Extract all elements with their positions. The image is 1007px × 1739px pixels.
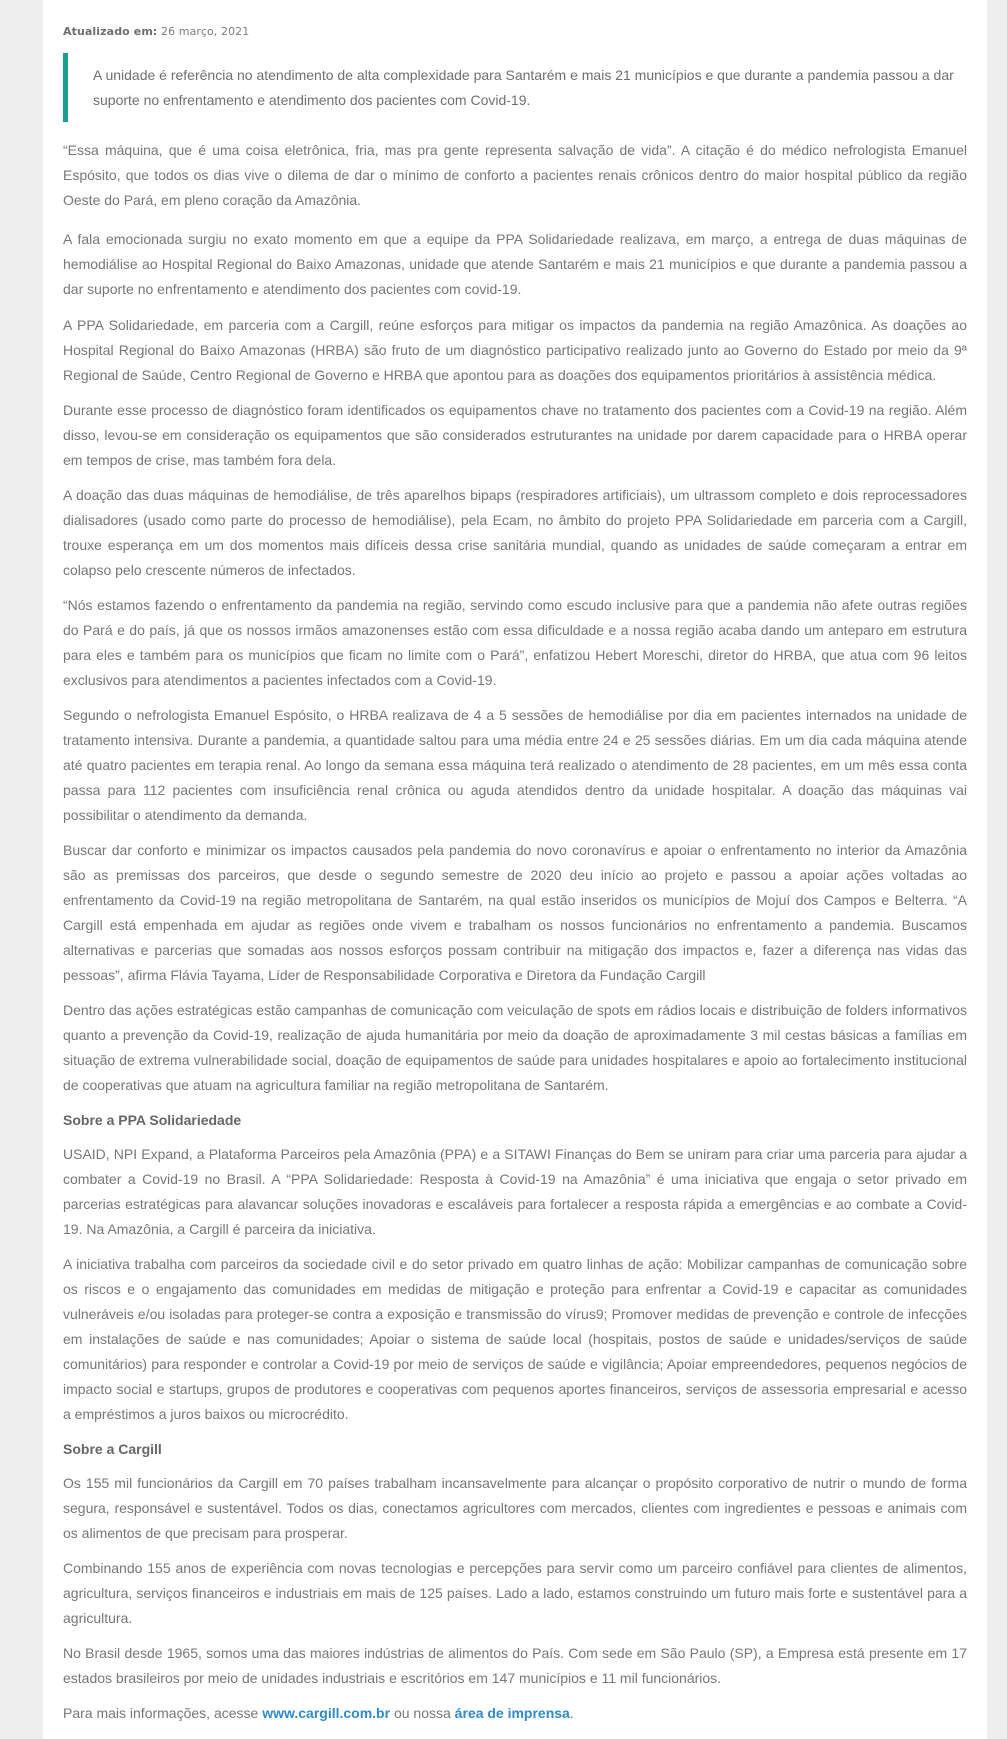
paragraph: A PPA Solidariedade, em parceria com a Cargill, reúne esforços para mitigar os impactos da pandemia na região Amazônica. As doações ao Hospital Regional do Baixo Amazonas (HRBA) são fruto de um diagnóstico participativo realizado junto ao Governo do Estado por meio da 9ª Regional de Saúde, Centro Regional de Governo e HRBA que apontou para as doações dos equipamentos prioritários à assistência médica. <box>63 317 967 383</box>
paragraph: No Brasil desde 1965, somos uma das maiores indústrias de alimentos do País. Com sede em São Paulo (SP), a Empresa está presente em 17 estados brasileiros por meio de unidades industriais e escritórios em 147 municípios e 11 mil funcionários. <box>63 1645 967 1686</box>
paragraph: Durante esse processo de diagnóstico foram identificados os equipamentos chave no tratamento dos pacientes com a Covid-19 na região. Além disso, levou-se em consideração os equipamentos que são considerados estruturantes na unidade por darem capacidade para o HRBA operar em tempos de crise, mas também fora dela. <box>63 402 967 468</box>
footer-prefix: Para mais informações, acesse <box>63 1705 259 1721</box>
paragraph: Combinando 155 anos de experiência com novas tecnologias e percepções para servir como um parceiro confiável para clientes de alimentos, agricultura, serviços financeiros e industriais em mais de 125 países. Lado a lado, estamos construindo um futuro mais forte e sustentável para a agricultura. <box>63 1560 967 1626</box>
footer-middle: ou nossa <box>393 1705 451 1721</box>
section-heading-ppa: Sobre a PPA Solidariedade <box>63 1112 242 1128</box>
paragraph: A doação das duas máquinas de hemodiálise, de três aparelhos bipaps (respiradores artificiais), um ultrassom completo e dois reprocessadores dialisadores (usado como parte do processo de hemodiálise), pela Ecam, no âmbito do projeto PPA Solidariedade em parceria com a Cargill, trouxe esperança em um dos momentos mais difíceis dessa crise sanitária mundial, quando as unidades de saúde começaram a entrar em colapso pelo crescente números de infectados. <box>63 487 967 578</box>
updated-value: 26 março, 2021 <box>160 25 250 38</box>
section-heading-cargill: Sobre a Cargill <box>63 1441 162 1457</box>
paragraph: A fala emocionada surgiu no exato momento em que a equipe da PPA Solidariedade realizava, em março, a entrega de duas máquinas de hemodiálise ao Hospital Regional do Baixo Amazonas, unidade que atende Santarém e mais 21 municípios e que durante a pandemia passou a dar suporte no enfrentamento e atendimento dos pacientes com covid-19. <box>63 231 967 297</box>
paragraph: Dentro das ações estratégicas estão campanhas de comunicação com veiculação de spots em rádios locais e distribuição de folders informativos quanto a prevenção da Covid-19, realização de ajuda humanitária por meio da doação de aproximadamente 3 mil cestas básicas a famílias em situação de extrema vulnerabilidade social, doação de equipamentos de saúde para unidades hospitalares e apoio ao fortalecimento institucional de cooperativas que atuam na agricultura familiar na região metropolitana de Santarém. <box>63 1002 967 1093</box>
cargill-site-link[interactable]: www.cargill.com.br <box>262 1705 391 1721</box>
paragraph: Os 155 mil funcionários da Cargill em 70 países trabalham incansavelmente para alcançar o propósito corporativo de nutrir o mundo de forma segura, responsável e sustentável. Todos os dias, conectamos agricultores com mercados, clientes com ingredientes e pessoas e animais com os alimentos de que precisam para prosperar. <box>63 1475 967 1541</box>
paragraph: Segundo o nefrologista Emanuel Espósito, o HRBA realizava de 4 a 5 sessões de hemodiálise por dia em pacientes internados na unidade de tratamento intensiva. Durante a pandemia, a quantidade saltou para uma média entre 24 e 25 sessões diárias. Em um dia cada máquina atende até quatro pacientes em terapia renal. Ao longo da semana essa máquina terá realizado o atendimento de 28 pacientes, em um mês essa conta passa para 112 pacientes com insuficiência renal crônica ou aguda atendidos dentro da unidade hospitalar. A doação das máquinas vai possibilitar o atendimento da demanda. <box>63 707 967 823</box>
paragraph: Buscar dar conforto e minimizar os impactos causados pela pandemia do novo coronavírus e apoiar o enfrentamento no interior da Amazônia são as premissas dos parceiros, que desde o segundo semestre de 2020 deu início ao projeto e passou a apoiar ações voltadas ao enfrentamento da Covid-19 na região metropolitana de Santarém, na qual estão inseridos os municípios de Mojuí dos Campos e Belterra. “A Cargill está empenhada em ajudar as regiões onde vivem e trabalham os nossos funcionários no enfrentamento a pandemia. Buscamos alternativas e parcerias que somadas aos nossos esforços possam contribuir na mitigação dos impactos e, fazer a diferença nas vidas das pessoas”, afirma Flávia Tayama, Líder de Responsabilidade Corporativa e Diretora da Fundação Cargill <box>63 842 967 983</box>
updated-date <box>63 25 249 38</box>
press-area-link[interactable]: área de imprensa <box>454 1705 570 1721</box>
updated-label: Atualizado em: <box>63 25 158 38</box>
paragraph: “Nós estamos fazendo o enfrentamento da pandemia na região, servindo como escudo inclusive para que a pandemia não afete outras regiões do Pará e do país, já que os nossos irmãos amazonenses estão com essa dificuldade e a nossa região acaba dando um anteparo em estrutura para eles e também para os municípios que ficam no limite com o Pará”, enfatizou Hebert Moreschi, diretor do HRBA, que atua com 96 leitos exclusivos para atendimentos a pacientes infectados com a Covid-19. <box>63 597 967 688</box>
paragraph: A iniciativa trabalha com parceiros da sociedade civil e do setor privado em quatro linhas de ação: Mobilizar campanhas de comunicação sobre os riscos e o engajamento das comunidades em medidas de mitigação e proteção para enfrentar a Covid-19 e capacitar as comunidades vulneráveis e/ou isoladas para proteger-se contra a exposição e transmissão do vírus9; Promover medidas de prevenção e controle de infecções em instalações de saúde e nas comunidades; Apoiar o sistema de saúde local (hospitais, postos de saúde e unidades/serviços de saúde comunitários) para responder e controlar a Covid-19 por meio de serviços de saúde e vigilância; Apoiar empreendedores, pequenos negócios de impacto social e startups, grupos de produtores e cooperativas com pequenos aportes financeiros, serviços de assessoria empresarial e acesso a empréstimos a juros baixos ou microcrédito. <box>63 1256 967 1422</box>
footer-suffix: . <box>569 1705 574 1721</box>
paragraph: “Essa máquina, que é uma coisa eletrônica, fria, mas pra gente representa salvação de vida”. A citação é do médico nefrologista Emanuel Espósito, que todos os dias vive o dilema de dar o mínimo de conforto a pacientes renais crônicos dentro do maior hospital público da região Oeste do Pará, em pleno coração da Amazônia. <box>63 142 967 208</box>
paragraph: USAID, NPI Expand, a Plataforma Parceiros pela Amazônia (PPA) e a SITAWI Finanças do Bem se uniram para criar uma parceria para ajudar a combater a Covid-19 no Brasil. A “PPA Solidariedade: Resposta à Covid-19 na Amazônia” é uma iniciativa que engaja o setor privado em parcerias estratégicas para alavancar soluções inovadoras e escaláveis para fortalecer a resposta rápida a emergências e ao combate a Covid-19. Na Amazônia, a Cargill é parceira da iniciativa. <box>63 1146 967 1237</box>
article-card <box>43 0 987 1739</box>
highlight-quote: A unidade é referência no atendimento de alta complexidade para Santarém e mais 21 municípios e que durante a pandemia passou a dar suporte no enfrentamento e atendimento dos pacientes com Covid-19. <box>63 53 967 122</box>
footer-info <box>63 1701 967 1726</box>
